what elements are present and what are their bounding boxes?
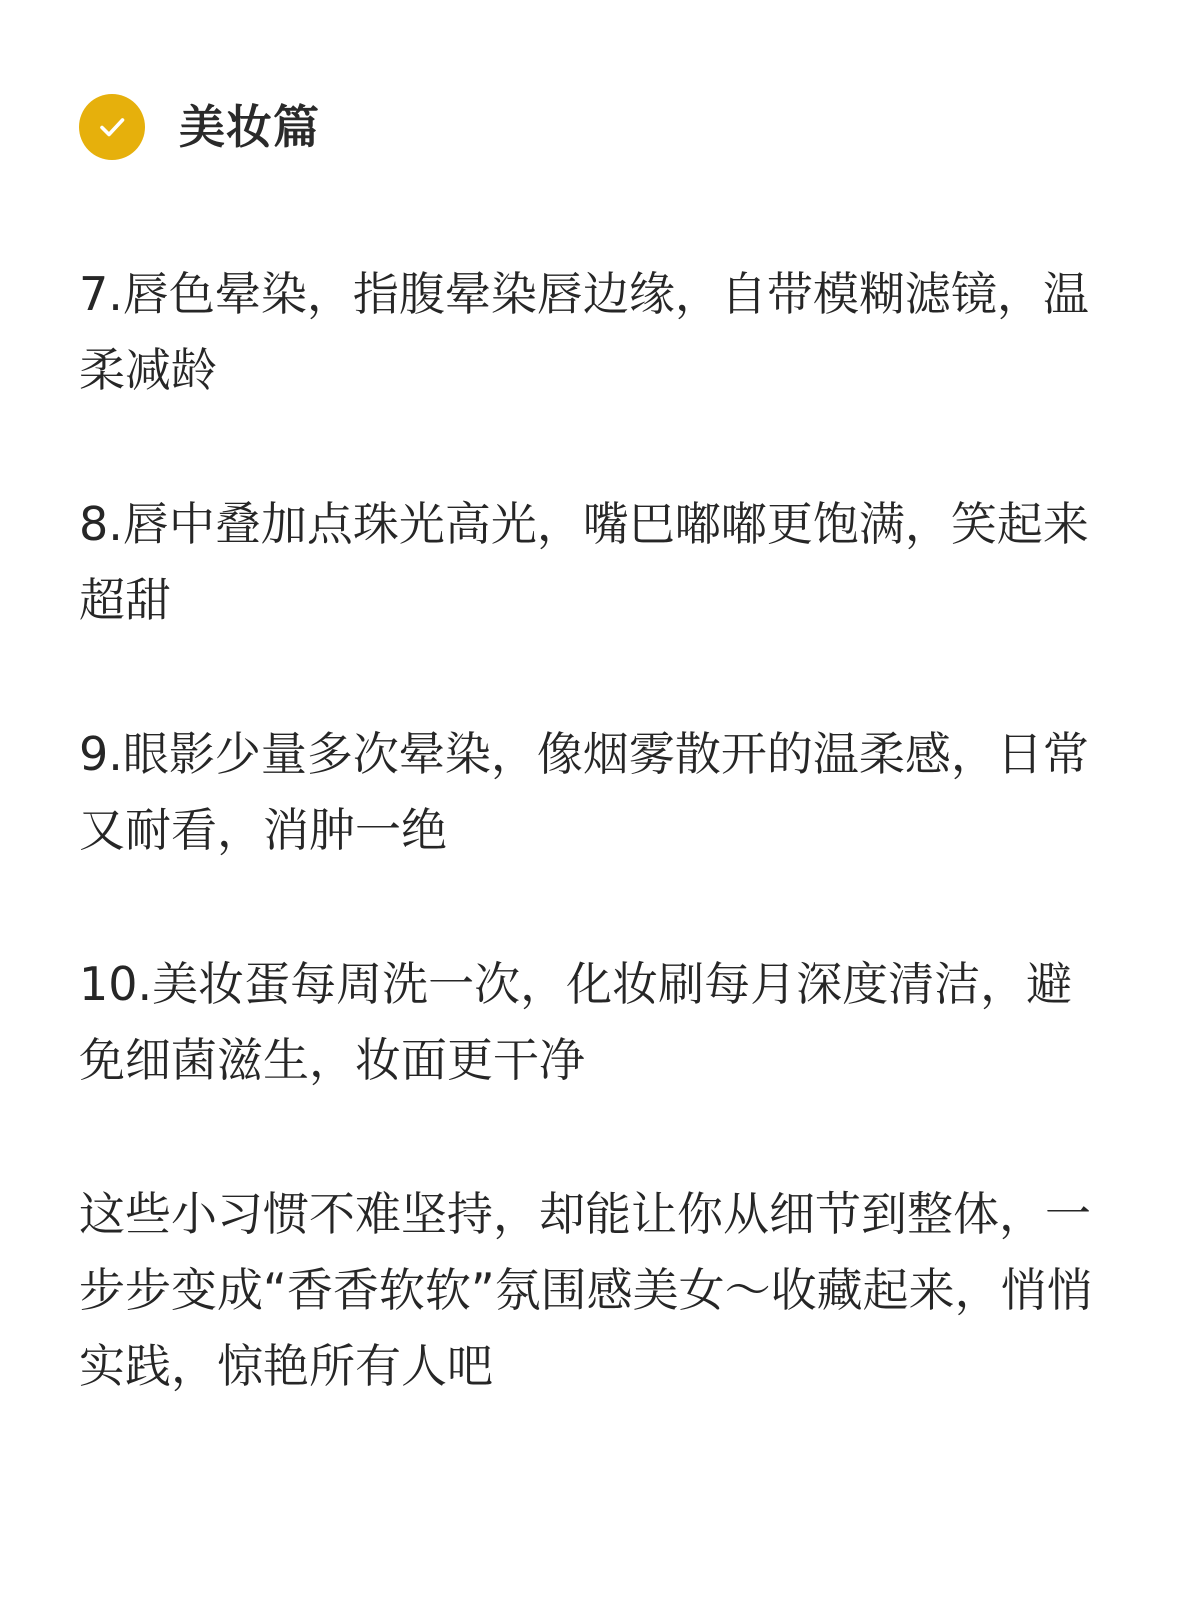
check-circle-icon	[79, 94, 145, 160]
checkmark-icon	[94, 109, 130, 145]
tip-paragraph-7: 7.唇色晕染，指腹晕染唇边缘，自带模糊滤镜，温柔减龄	[79, 267, 1089, 397]
section-title: 美妆篇	[179, 100, 320, 154]
tip-paragraph-9: 9.眼影少量多次晕染，像烟雾散开的温柔感，日常又耐看，消肿一绝	[79, 727, 1089, 857]
tips-content	[79, 256, 1099, 1404]
tip-paragraph-8: 8.唇中叠加点珠光高光，嘴巴嘟嘟更饱满，笑起来超甜	[79, 497, 1089, 627]
closing-paragraph: 这些小习惯不难坚持，却能让你从细节到整体，一步步变成“香香软软”氛围感美女～收藏起来，悄悄实践，惊艳所有人吧	[79, 1187, 1093, 1393]
section-header	[79, 94, 320, 160]
tip-paragraph-10: 10.美妆蛋每周洗一次，化妆刷每月深度清洁，避免细菌滋生，妆面更干净	[79, 957, 1073, 1087]
